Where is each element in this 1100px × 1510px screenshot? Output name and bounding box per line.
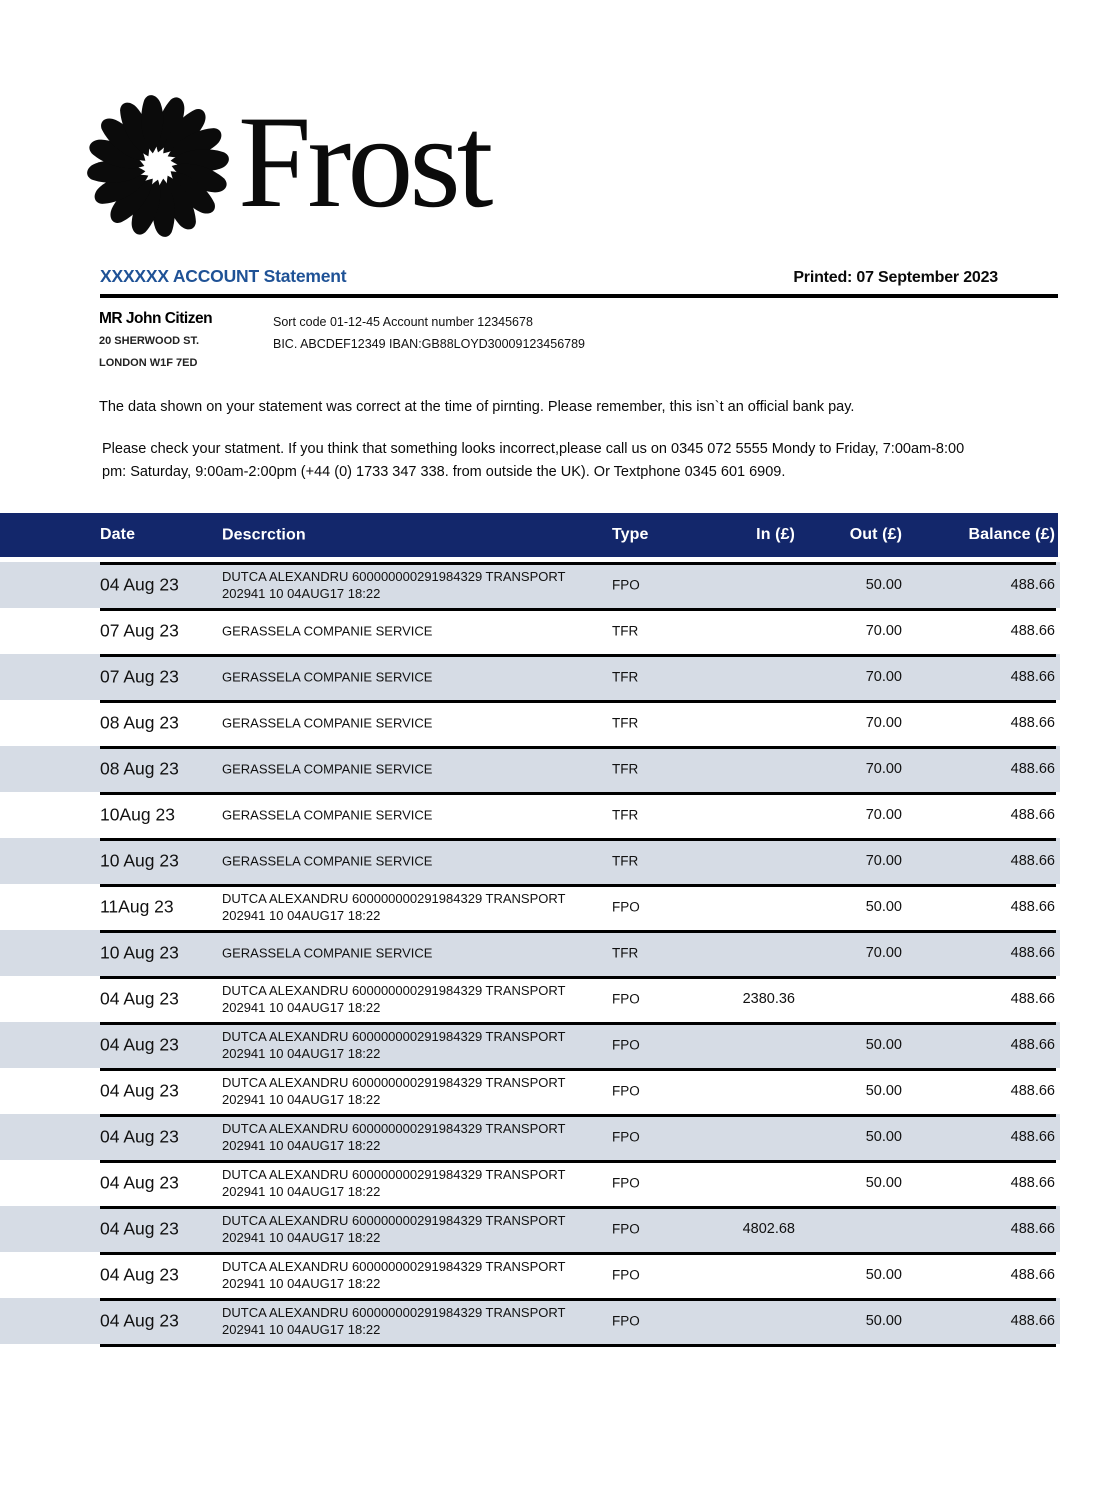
- row-description: [222, 807, 602, 824]
- row-description: [222, 761, 602, 778]
- row-description: [222, 568, 602, 602]
- row-description-line1: DUTCA ALEXANDRU 600000000291984329 TRANSPORT: [222, 1305, 566, 1320]
- brand-wordmark: Frost: [238, 88, 490, 235]
- column-balance: Balance (£): [968, 526, 1055, 543]
- row-description: [222, 945, 602, 962]
- row-balance: 488.66: [1010, 577, 1055, 593]
- row-balance: 488.66: [1010, 1037, 1055, 1053]
- row-type: FPO: [612, 1129, 640, 1145]
- bic-iban: BIC. ABCDEF12349 IBAN:GB88LOYD30009123456789: [273, 337, 586, 351]
- row-divider: [100, 1298, 1056, 1301]
- row-divider: [100, 1022, 1056, 1025]
- row-out-amount: 50.00: [865, 1313, 902, 1329]
- row-date: 10 Aug 23: [100, 942, 179, 963]
- row-description-line2: 202941 10 04AUG17 18:22: [222, 1046, 381, 1061]
- row-out-amount: 50.00: [865, 577, 902, 593]
- row-divider: [100, 792, 1056, 795]
- row-description-line1: GERASSELA COMPANIE SERVICE: [222, 853, 433, 869]
- table-row: [0, 700, 1060, 746]
- table-row: [0, 608, 1060, 654]
- row-balance: 488.66: [1010, 715, 1055, 731]
- row-description-line2: 202941 10 04AUG17 18:22: [222, 1276, 381, 1291]
- row-balance: 488.66: [1010, 807, 1055, 823]
- row-divider: [100, 654, 1056, 657]
- row-description: [222, 1166, 602, 1200]
- row-date: 04 Aug 23: [100, 574, 179, 595]
- table-bottom-rule: [100, 1344, 1056, 1347]
- row-description-line1: GERASSELA COMPANIE SERVICE: [222, 715, 433, 731]
- row-divider: [100, 1252, 1056, 1255]
- table-row: [0, 746, 1060, 792]
- row-description: [222, 1258, 602, 1292]
- row-date: 04 Aug 23: [100, 1034, 179, 1055]
- row-balance: 488.66: [1010, 853, 1055, 869]
- row-out-amount: 70.00: [865, 715, 902, 731]
- row-description-line2: 202941 10 04AUG17 18:22: [222, 1138, 381, 1153]
- row-balance: 488.66: [1010, 761, 1055, 777]
- table-row: [0, 976, 1060, 1022]
- row-divider: [100, 1160, 1056, 1163]
- table-row: [0, 1114, 1060, 1160]
- row-divider: [100, 884, 1056, 887]
- row-out-amount: 50.00: [865, 1129, 902, 1145]
- statement-note-2: Please check your statment. If you think that something looks incorrect,please call us on 0345 072 5555 Mondy to Friday, 7:00am-8:00 pm: Saturday, 9:00am-2:00pm (+44 (0) 1733 347 338. from outside the UK). Or Textphone 0345 601 6909.: [102, 441, 965, 481]
- row-divider: [100, 746, 1056, 749]
- row-type: FPO: [612, 1267, 640, 1283]
- row-divider: [100, 1114, 1056, 1117]
- row-description: [222, 1212, 602, 1246]
- row-description-line1: DUTCA ALEXANDRU 600000000291984329 TRANSPORT: [222, 1121, 566, 1136]
- row-description: [222, 715, 602, 732]
- row-description: [222, 1304, 602, 1338]
- row-description-line1: GERASSELA COMPANIE SERVICE: [222, 623, 433, 639]
- table-row: [0, 930, 1060, 976]
- header-rule: [100, 294, 1058, 298]
- row-description: [222, 982, 602, 1016]
- row-in-amount: 2380.36: [742, 991, 795, 1007]
- row-description-line1: DUTCA ALEXANDRU 600000000291984329 TRANSPORT: [222, 1167, 566, 1182]
- row-date: 10Aug 23: [100, 804, 175, 825]
- row-type: TFR: [612, 761, 639, 777]
- printed-date: Printed: 07 September 2023: [793, 269, 998, 286]
- row-divider: [100, 838, 1056, 841]
- row-type: TFR: [612, 945, 639, 961]
- table-row: [0, 1298, 1060, 1344]
- row-out-amount: 50.00: [865, 1037, 902, 1053]
- row-type: FPO: [612, 1221, 640, 1237]
- row-description: [222, 669, 602, 686]
- row-date: 08 Aug 23: [100, 758, 179, 779]
- row-description-line2: 202941 10 04AUG17 18:22: [222, 908, 381, 923]
- row-balance: 488.66: [1010, 1083, 1055, 1099]
- row-out-amount: 50.00: [865, 1175, 902, 1191]
- row-balance: 488.66: [1010, 945, 1055, 961]
- row-description: [222, 1074, 602, 1108]
- row-balance: 488.66: [1010, 899, 1055, 915]
- row-description-line2: 202941 10 04AUG17 18:22: [222, 1322, 381, 1337]
- transactions-body: [0, 562, 1060, 1347]
- row-date: 04 Aug 23: [100, 1126, 179, 1147]
- row-description-line1: DUTCA ALEXANDRU 600000000291984329 TRANSPORT: [222, 983, 566, 998]
- row-out-amount: 70.00: [865, 623, 902, 639]
- table-row: [0, 1022, 1060, 1068]
- row-description-line1: DUTCA ALEXANDRU 600000000291984329 TRANSPORT: [222, 1213, 566, 1228]
- table-row: [0, 562, 1060, 608]
- row-description-line2: 202941 10 04AUG17 18:22: [222, 1230, 381, 1245]
- row-description-line1: DUTCA ALEXANDRU 600000000291984329 TRANSPORT: [222, 891, 566, 906]
- table-row: [0, 838, 1060, 884]
- row-out-amount: 70.00: [865, 945, 902, 961]
- table-row: [0, 1252, 1060, 1298]
- row-balance: 488.66: [1010, 1313, 1055, 1329]
- row-type: TFR: [612, 669, 639, 685]
- row-out-amount: 50.00: [865, 1083, 902, 1099]
- statement-note-1: The data shown on your statement was correct at the time of pirnting. Please remember, this isn`t an official bank pay.: [99, 399, 855, 415]
- row-description-line2: 202941 10 04AUG17 18:22: [222, 1184, 381, 1199]
- row-date: 04 Aug 23: [100, 1310, 179, 1331]
- row-in-amount: 4802.68: [742, 1221, 795, 1237]
- row-type: FPO: [612, 899, 640, 915]
- row-type: FPO: [612, 1175, 640, 1191]
- row-balance: 488.66: [1010, 1267, 1055, 1283]
- table-row: [0, 654, 1060, 700]
- row-out-amount: 70.00: [865, 761, 902, 777]
- table-row: [0, 1068, 1060, 1114]
- row-balance: 488.66: [1010, 623, 1055, 639]
- account-address-line1: 20 SHERWOOD ST.: [99, 335, 200, 347]
- row-date: 04 Aug 23: [100, 1080, 179, 1101]
- row-type: TFR: [612, 807, 639, 823]
- row-type: TFR: [612, 853, 639, 869]
- row-type: TFR: [612, 623, 639, 639]
- table-row: [0, 1206, 1060, 1252]
- row-type: FPO: [612, 1083, 640, 1099]
- row-description-line1: GERASSELA COMPANIE SERVICE: [222, 669, 433, 685]
- row-divider: [100, 700, 1056, 703]
- row-date: 07 Aug 23: [100, 620, 179, 641]
- column-description: Descrction: [222, 526, 306, 544]
- row-description: [222, 623, 602, 640]
- frost-pinwheel-logo-icon: [80, 88, 236, 244]
- row-out-amount: 70.00: [865, 853, 902, 869]
- row-description: [222, 1028, 602, 1062]
- row-description-line1: GERASSELA COMPANIE SERVICE: [222, 807, 433, 823]
- row-divider: [100, 976, 1056, 979]
- row-description-line2: 202941 10 04AUG17 18:22: [222, 1000, 381, 1015]
- account-holder-name: MR John Citizen: [99, 310, 213, 327]
- row-balance: 488.66: [1010, 1221, 1055, 1237]
- row-description-line1: DUTCA ALEXANDRU 600000000291984329 TRANSPORT: [222, 1259, 566, 1274]
- column-date: Date: [100, 526, 136, 543]
- row-out-amount: 70.00: [865, 669, 902, 685]
- row-balance: 488.66: [1010, 669, 1055, 685]
- table-row: [0, 792, 1060, 838]
- row-type: FPO: [612, 577, 640, 593]
- row-description-line1: DUTCA ALEXANDRU 600000000291984329 TRANSPORT: [222, 569, 566, 584]
- row-date: 10 Aug 23: [100, 850, 179, 871]
- row-balance: 488.66: [1010, 1175, 1055, 1191]
- row-date: 08 Aug 23: [100, 712, 179, 733]
- row-description: [222, 1120, 602, 1154]
- row-description-line1: DUTCA ALEXANDRU 600000000291984329 TRANSPORT: [222, 1029, 566, 1044]
- account-address-line2: LONDON W1F 7ED: [99, 357, 198, 369]
- row-type: TFR: [612, 715, 639, 731]
- row-date: 04 Aug 23: [100, 1172, 179, 1193]
- table-row: [0, 1160, 1060, 1206]
- row-out-amount: 50.00: [865, 899, 902, 915]
- column-out: Out (£): [849, 526, 902, 543]
- table-row: [0, 884, 1060, 930]
- row-out-amount: 70.00: [865, 807, 902, 823]
- row-divider: [100, 930, 1056, 933]
- row-type: FPO: [612, 991, 640, 1007]
- sort-code-account-number: Sort code 01-12-45 Account number 12345678: [273, 315, 533, 329]
- row-description-line1: GERASSELA COMPANIE SERVICE: [222, 945, 433, 961]
- column-type: Type: [612, 526, 649, 543]
- row-date: 04 Aug 23: [100, 988, 179, 1009]
- row-description-line2: 202941 10 04AUG17 18:22: [222, 586, 381, 601]
- row-divider: [100, 562, 1056, 565]
- row-out-amount: 50.00: [865, 1267, 902, 1283]
- row-divider: [100, 608, 1056, 611]
- row-date: 04 Aug 23: [100, 1264, 179, 1285]
- row-description-line1: GERASSELA COMPANIE SERVICE: [222, 761, 433, 777]
- row-description-line2: 202941 10 04AUG17 18:22: [222, 1092, 381, 1107]
- row-balance: 488.66: [1010, 1129, 1055, 1145]
- row-type: FPO: [612, 1313, 640, 1329]
- row-description: [222, 890, 602, 924]
- row-type: FPO: [612, 1037, 640, 1053]
- transactions-header: [0, 513, 1058, 557]
- row-date: 07 Aug 23: [100, 666, 179, 687]
- row-description: [222, 853, 602, 870]
- row-divider: [100, 1206, 1056, 1209]
- column-in: In (£): [756, 526, 795, 543]
- statement-header: [100, 266, 998, 287]
- row-divider: [100, 1068, 1056, 1071]
- row-balance: 488.66: [1010, 991, 1055, 1007]
- row-description-line1: DUTCA ALEXANDRU 600000000291984329 TRANSPORT: [222, 1075, 566, 1090]
- statement-title: XXXXXX ACCOUNT Statement: [100, 266, 347, 286]
- row-date: 04 Aug 23: [100, 1218, 179, 1239]
- row-date: 11Aug 23: [100, 896, 174, 917]
